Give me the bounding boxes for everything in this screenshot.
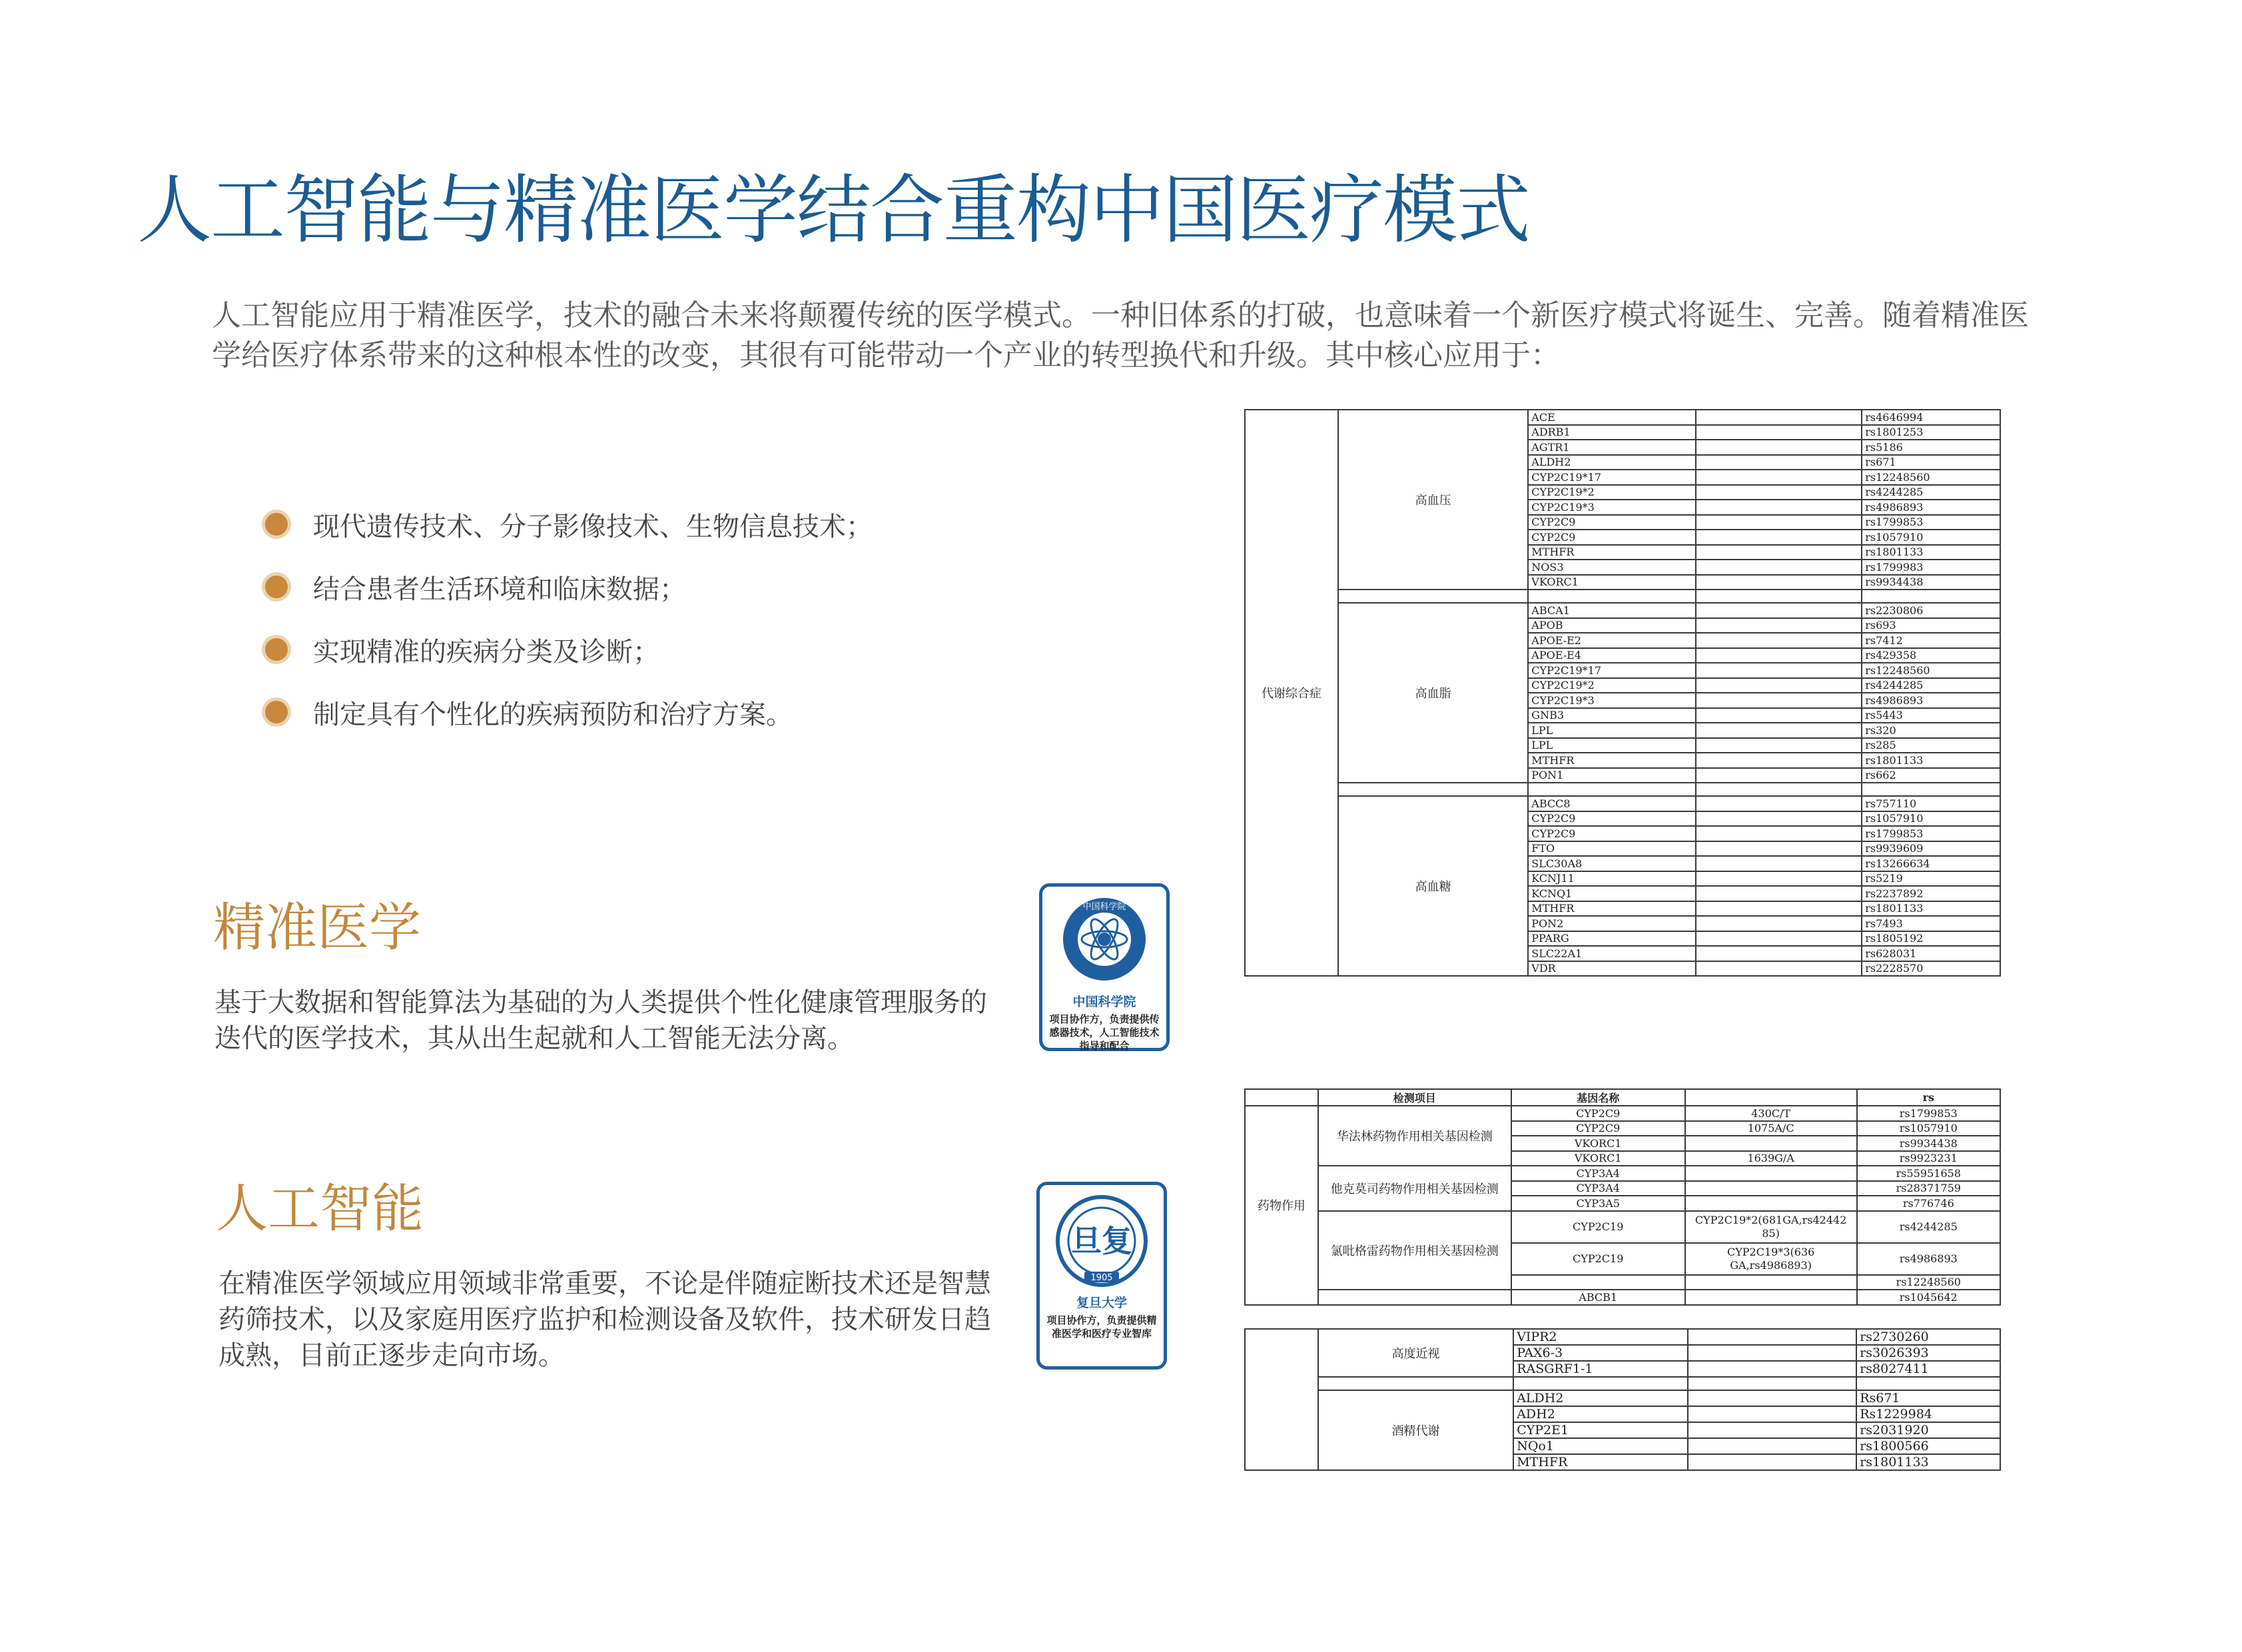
cas-logo-desc: 项目协作方，负责提供传感器技术，人工智能技术指导和配合	[1049, 1013, 1160, 1052]
rs-cell: rs2230806	[1862, 603, 2000, 618]
gene-cell: GNB3	[1528, 708, 1696, 723]
gene-cell: CYP2C9	[1528, 530, 1696, 545]
variant-cell: 1639G/A	[1685, 1151, 1857, 1166]
empty-cell	[1696, 946, 1862, 961]
rs-cell: rs4244285	[1862, 485, 2000, 500]
empty-cell	[1696, 440, 1862, 455]
spacer-row	[1245, 590, 2000, 603]
gene-cell: AGTR1	[1528, 440, 1696, 455]
table-row	[1245, 1329, 2000, 1345]
gene-cell: VKORC1	[1528, 575, 1696, 590]
cas-seal-text: 中国科学院	[1082, 902, 1126, 912]
rs-cell: rs1057910	[1862, 811, 2000, 827]
condition-cell: 高血糖	[1338, 796, 1528, 976]
rs-cell: rs285	[1862, 738, 2000, 753]
drug-gene-table	[1244, 1088, 2001, 1306]
spacer-cell	[1862, 783, 2000, 796]
gene-cell: ALDH2	[1513, 1390, 1688, 1406]
list-item-text: 现代遗传技术、分子影像技术、生物信息技术；	[313, 511, 873, 542]
empty-cell	[1696, 560, 1862, 575]
spacer-cell	[1696, 783, 1862, 796]
precision-medicine-heading: 精准医学	[213, 898, 422, 958]
table-row	[1245, 1390, 2000, 1406]
rs-cell: rs1801133	[1856, 1454, 2000, 1470]
fudan-year-text: 1905	[1090, 1273, 1113, 1283]
gene-cell: APOB	[1528, 618, 1696, 633]
empty-cell	[1688, 1329, 1856, 1345]
rs-cell: rs12248560	[1862, 470, 2000, 485]
gene-cell: ADRB1	[1528, 425, 1696, 440]
spacer-cell	[1338, 590, 1528, 603]
intro-paragraph: 人工智能应用于精准医学，技术的融合未来将颠覆传统的医学模式。一种旧体系的打破，也意味着一个新医疗模式将诞生、完善。随着精准医学给医疗体系带来的这种根本性的改变，其很有可能带动一个产业的转型换代和升级。其中核心应用于：	[212, 298, 2029, 372]
gene-cell: ADH2	[1513, 1406, 1688, 1422]
empty-cell	[1688, 1390, 1856, 1406]
fudan-emblem-icon	[1055, 1194, 1148, 1288]
gene-cell: APOE-E4	[1528, 648, 1696, 663]
gene-cell: ALDH2	[1528, 455, 1696, 470]
rs-cell: rs1801133	[1862, 545, 2000, 560]
gene-cell: MTHFR	[1528, 545, 1696, 560]
list-item	[265, 681, 873, 743]
gene-cell	[1511, 1275, 1685, 1290]
spacer-cell	[1688, 1377, 1856, 1390]
gene-cell: KCNQ1	[1528, 886, 1696, 901]
rs-cell: rs1800566	[1856, 1438, 2000, 1454]
variant-cell: CYP2C19*3(636 GA,rs4986893)	[1685, 1243, 1857, 1275]
empty-cell	[1696, 455, 1862, 470]
gene-cell: VIPR2	[1513, 1329, 1688, 1345]
spacer-cell	[1528, 590, 1696, 603]
rs-cell: rs1057910	[1857, 1121, 2000, 1136]
rs-cell: rs693	[1862, 618, 2000, 633]
rs-cell: rs2228570	[1862, 961, 2000, 977]
rs-cell: rs1805192	[1862, 931, 2000, 947]
empty-cell	[1696, 470, 1862, 485]
fudan-logo-name: 复旦大学	[1076, 1296, 1127, 1310]
gene-cell: CYP2E1	[1513, 1422, 1688, 1438]
gene-cell: ABCB1	[1511, 1290, 1685, 1305]
empty-cell	[1696, 648, 1862, 663]
table-row	[1245, 1290, 2000, 1305]
empty-cell	[1696, 841, 1862, 857]
gene-cell: CYP2C19*17	[1528, 470, 1696, 485]
empty-cell	[1696, 603, 1862, 618]
rs-cell: Rs1229984	[1856, 1406, 2000, 1422]
empty-cell	[1696, 796, 1862, 811]
gene-cell: PAX6-3	[1513, 1345, 1688, 1361]
category-cell-blank	[1245, 1329, 1318, 1470]
gene-cell: PON1	[1528, 768, 1696, 783]
rs-cell: rs28371759	[1857, 1181, 2000, 1196]
rs-cell: rs1057910	[1862, 530, 2000, 545]
empty-cell	[1696, 618, 1862, 633]
rs-cell: rs12248560	[1862, 663, 2000, 678]
gene-cell: NOS3	[1528, 560, 1696, 575]
empty-cell	[1696, 753, 1862, 768]
spacer-row	[1245, 1377, 2000, 1390]
empty-cell	[1696, 500, 1862, 515]
gene-cell: MTHFR	[1528, 753, 1696, 768]
bullet-dot-icon	[265, 513, 288, 536]
metabolic-gene-table	[1244, 409, 2001, 977]
gene-cell: MTHFR	[1528, 901, 1696, 917]
rs-cell: rs628031	[1862, 946, 2000, 961]
rs-cell: rs1799853	[1857, 1106, 2000, 1121]
empty-cell	[1696, 871, 1862, 887]
list-item-text: 实现精准的疾病分类及诊断；	[313, 636, 659, 667]
rs-cell: rs2730260	[1856, 1329, 2000, 1345]
rs-cell: rs1799853	[1862, 515, 2000, 530]
gene-cell: CYP2C9	[1528, 515, 1696, 530]
rs-cell: Rs671	[1856, 1390, 2000, 1406]
rs-cell: rs1801253	[1862, 425, 2000, 440]
gene-cell: CYP2C19*17	[1528, 663, 1696, 678]
spacer-cell	[1528, 783, 1696, 796]
table-row	[1245, 1211, 2000, 1243]
empty-cell	[1696, 545, 1862, 560]
gene-cell: RASGRF1-1	[1513, 1361, 1688, 1377]
header-cell-blank	[1685, 1089, 1857, 1106]
empty-cell	[1696, 723, 1862, 738]
rs-cell: rs9934438	[1857, 1136, 2000, 1151]
rs-cell: rs8027411	[1856, 1361, 2000, 1377]
spacer-cell	[1696, 590, 1862, 603]
trait-cell: 酒精代谢	[1318, 1390, 1513, 1470]
rs-cell: rs4986893	[1862, 500, 2000, 515]
gene-cell: CYP2C19	[1511, 1243, 1685, 1275]
table-row	[1245, 796, 2000, 811]
condition-cell: 高血压	[1338, 410, 1528, 590]
empty-cell	[1696, 410, 1862, 425]
variant-cell: 1075A/C	[1685, 1121, 1857, 1136]
page-title: 人工智能与精准医学结合重构中国医疗模式	[137, 167, 1529, 254]
spacer-cell	[1856, 1377, 2000, 1390]
empty-cell	[1696, 530, 1862, 545]
empty-cell	[1696, 425, 1862, 440]
empty-cell	[1696, 768, 1862, 783]
variant-cell: CYP2C19*2(681GA,rs42442 85)	[1685, 1211, 1857, 1243]
rs-cell: rs776746	[1857, 1196, 2000, 1211]
empty-cell	[1696, 901, 1862, 917]
test-item-cell: 华法林药物作用相关基因检测	[1318, 1106, 1511, 1166]
empty-cell	[1696, 485, 1862, 500]
cas-logo-name: 中国科学院	[1072, 995, 1136, 1009]
header-cell: 基因名称	[1511, 1089, 1685, 1106]
rs-cell: rs5186	[1862, 440, 2000, 455]
rs-cell: rs671	[1862, 455, 2000, 470]
rs-cell: rs4244285	[1857, 1211, 2000, 1243]
gene-cell: VKORC1	[1511, 1136, 1685, 1151]
gene-cell: VDR	[1528, 961, 1696, 977]
other-trait-gene-table	[1244, 1328, 2001, 1471]
gene-cell: SLC30A8	[1528, 856, 1696, 871]
empty-cell	[1688, 1422, 1856, 1438]
rs-cell: rs55951658	[1857, 1166, 2000, 1181]
cas-emblem-icon	[1061, 896, 1148, 983]
gene-cell: ABCA1	[1528, 603, 1696, 618]
rs-cell: rs1045642	[1857, 1290, 2000, 1305]
gene-cell: CYP2C9	[1528, 811, 1696, 827]
gene-cell: CYP3A4	[1511, 1166, 1685, 1181]
rs-cell: rs429358	[1862, 648, 2000, 663]
empty-cell	[1696, 826, 1862, 841]
empty-cell	[1696, 575, 1862, 590]
list-item	[265, 556, 873, 618]
empty-cell	[1696, 693, 1862, 708]
spacer-cell	[1318, 1377, 1513, 1390]
rs-cell: rs4646994	[1862, 410, 2000, 425]
empty-cell	[1696, 856, 1862, 871]
category-cell: 药物作用	[1245, 1106, 1318, 1305]
gene-cell: ACE	[1528, 410, 1696, 425]
rs-cell: rs1801133	[1862, 901, 2000, 917]
rs-cell: rs2237892	[1862, 886, 2000, 901]
bullet-dot-icon	[265, 701, 288, 723]
empty-cell	[1696, 961, 1862, 977]
rs-cell: rs7412	[1862, 633, 2000, 648]
rs-cell: rs3026393	[1856, 1345, 2000, 1361]
empty-cell	[1696, 886, 1862, 901]
rs-cell: rs4244285	[1862, 678, 2000, 693]
variant-cell	[1685, 1290, 1857, 1305]
gene-cell: KCNJ11	[1528, 871, 1696, 887]
gene-cell: CYP2C19*2	[1528, 678, 1696, 693]
header-cell-blank	[1245, 1089, 1318, 1106]
rs-cell: rs7493	[1862, 916, 2000, 931]
empty-cell	[1696, 811, 1862, 827]
bullet-dot-icon	[265, 576, 288, 598]
precision-medicine-body: 基于大数据和智能算法为基础的为人类提供个性化健康管理服务的迭代的医学技术，其从出生起就和人工智能无法分离。	[214, 987, 987, 1054]
gene-cell: CYP2C9	[1511, 1106, 1685, 1121]
rs-cell: rs320	[1862, 723, 2000, 738]
header-cell: 检测项目	[1318, 1089, 1511, 1106]
table-row	[1245, 1166, 2000, 1181]
rs-cell: rs13266634	[1862, 856, 2000, 871]
table-row	[1245, 1106, 2000, 1121]
rs-cell: rs12248560	[1857, 1275, 2000, 1290]
gene-cell: APOE-E2	[1528, 633, 1696, 648]
empty-cell	[1696, 678, 1862, 693]
gene-cell: CYP2C19*3	[1528, 693, 1696, 708]
gene-cell: LPL	[1528, 723, 1696, 738]
gene-cell: LPL	[1528, 738, 1696, 753]
rs-cell: rs1801133	[1862, 753, 2000, 768]
empty-cell	[1688, 1454, 1856, 1470]
gene-cell: CYP3A4	[1511, 1181, 1685, 1196]
ai-body: 在精准医学领域应用领域非常重要，不论是伴随症断技术还是智慧药筛技术，以及家庭用医疗监护和检测设备及软件，技术研发日趋成熟，目前正逐步走向市场。	[218, 1268, 991, 1371]
gene-cell: PON2	[1528, 916, 1696, 931]
condition-cell: 高血脂	[1338, 603, 1528, 783]
gene-cell: CYP2C9	[1528, 826, 1696, 841]
spacer-row	[1245, 783, 2000, 796]
ai-heading: 人工智能	[216, 1179, 424, 1239]
fudan-logo-desc: 项目协作方，负责提供精准医学和医疗专业智库	[1046, 1314, 1157, 1340]
variant-cell	[1685, 1275, 1857, 1290]
empty-cell	[1696, 916, 1862, 931]
gene-cell: CYP3A5	[1511, 1196, 1685, 1211]
rs-cell: rs5219	[1862, 871, 2000, 887]
header-cell: rs	[1857, 1089, 2000, 1106]
bullet-dot-icon	[265, 638, 288, 661]
table-header-row	[1245, 1089, 2000, 1106]
empty-cell	[1696, 515, 1862, 530]
table-row	[1245, 410, 2000, 425]
trait-cell: 高度近视	[1318, 1329, 1513, 1377]
rs-cell: rs2031920	[1856, 1422, 2000, 1438]
empty-cell	[1696, 633, 1862, 648]
list-item-text: 结合患者生活环境和临床数据；	[313, 574, 686, 605]
gene-cell: FTO	[1528, 841, 1696, 857]
fudan-seal-text: 旦复	[1071, 1223, 1132, 1259]
category-cell: 代谢综合症	[1245, 410, 1338, 976]
variant-cell: 430C/T	[1685, 1106, 1857, 1121]
spacer-cell	[1862, 590, 2000, 603]
rs-cell: rs4986893	[1862, 693, 2000, 708]
variant-cell	[1685, 1181, 1857, 1196]
variant-cell	[1685, 1166, 1857, 1181]
empty-cell	[1696, 708, 1862, 723]
gene-cell: VKORC1	[1511, 1151, 1685, 1166]
rs-cell: rs1799853	[1862, 826, 2000, 841]
gene-cell: CYP2C19	[1511, 1211, 1685, 1243]
gene-cell: CYP2C9	[1511, 1121, 1685, 1136]
list-item	[265, 493, 873, 556]
variant-cell	[1685, 1196, 1857, 1211]
empty-cell	[1688, 1361, 1856, 1377]
table-row	[1245, 603, 2000, 618]
rs-cell: rs1799983	[1862, 560, 2000, 575]
gene-cell: ABCC8	[1528, 796, 1696, 811]
spacer-cell	[1513, 1377, 1688, 1390]
spacer-cell	[1338, 783, 1528, 796]
gene-cell: MTHFR	[1513, 1454, 1688, 1470]
cas-logo-card	[1039, 883, 1170, 1051]
gene-cell: NQo1	[1513, 1438, 1688, 1454]
list-item-text: 制定具有个性化的疾病预防和治疗方案。	[313, 699, 793, 730]
empty-cell	[1696, 931, 1862, 947]
gene-cell: CYP2C19*3	[1528, 500, 1696, 515]
empty-cell	[1688, 1438, 1856, 1454]
gene-cell: CYP2C19*2	[1528, 485, 1696, 500]
rs-cell: rs9934438	[1862, 575, 2000, 590]
rs-cell: rs9923231	[1857, 1151, 2000, 1166]
test-item-cell: 氯吡格雷药物作用相关基因检测	[1318, 1211, 1511, 1290]
empty-cell	[1688, 1406, 1856, 1422]
test-item-cell: 他克莫司药物作用相关基因检测	[1318, 1166, 1511, 1211]
gene-cell: SLC22A1	[1528, 946, 1696, 961]
variant-cell	[1685, 1136, 1857, 1151]
core-application-list	[265, 493, 873, 743]
rs-cell: rs4986893	[1857, 1243, 2000, 1275]
empty-cell	[1688, 1345, 1856, 1361]
gene-cell: PPARG	[1528, 931, 1696, 947]
rs-cell: rs5443	[1862, 708, 2000, 723]
empty-cell	[1696, 663, 1862, 678]
list-item	[265, 618, 873, 681]
empty-cell	[1696, 738, 1862, 753]
rs-cell: rs662	[1862, 768, 2000, 783]
empty-cell	[1318, 1290, 1511, 1305]
rs-cell: rs9939609	[1862, 841, 2000, 857]
rs-cell: rs757110	[1862, 796, 2000, 811]
fudan-logo-card	[1036, 1182, 1167, 1370]
